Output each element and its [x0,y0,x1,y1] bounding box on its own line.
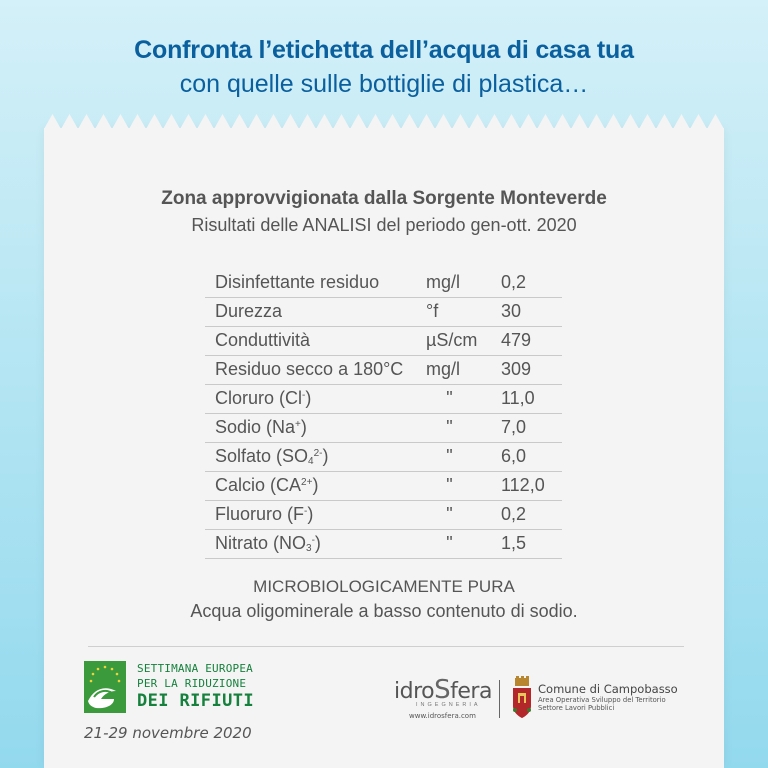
param-name: Disinfettante residuo [205,268,420,297]
param-name: Residuo secco a 180°C [205,355,420,384]
analysis-table [205,268,562,559]
table-row [205,384,562,413]
param-unit-ditto: " [420,471,497,500]
param-value: 112,0 [497,471,562,500]
comune-name: Comune di Campobasso [538,682,678,696]
comune-area: Area Operativa Sviluppo del Territorio [538,696,666,704]
param-value: 1,5 [497,529,562,558]
idrosfera-tagline: INGEGNERIA [416,702,481,708]
headline [0,34,768,100]
param-unit: mg/l [420,268,497,297]
comune-text [538,683,678,712]
param-name: Cloruro (Cl-) [205,384,420,413]
table-row [205,471,562,500]
param-name: Sodio (Na+) [205,413,420,442]
mineral-note: Acqua oligominerale a basso contenuto di sodio. [190,601,578,621]
analysis-card [44,128,724,768]
param-unit: mg/l [420,355,497,384]
param-name: Conduttività [205,326,420,355]
headline-line-1: Confronta l’etichetta dell’acqua di casa tua [134,36,634,64]
param-value: 309 [497,355,562,384]
param-unit: µS/cm [420,326,497,355]
param-name: Calcio $(CA^{2+})$ [205,471,420,500]
table-row [205,500,562,529]
param-value: 7,0 [497,413,562,442]
param-value: 6,0 [497,442,562,471]
param-unit-ditto: " [420,384,497,413]
event-dates: 21-29 novembre 2020 [84,724,252,742]
coat-of-arms-icon [511,676,533,720]
comune-sector: Settore Lavori Pubblici [538,704,615,712]
param-name: Solfato $(SO_4^{2-})$ [205,442,420,471]
param-unit-ditto: " [420,529,497,558]
param-unit-ditto: " [420,413,497,442]
table-row [205,529,562,558]
param-value: 479 [497,326,562,355]
idrosfera-url: www.idrosfera.com [409,712,476,720]
table-row [205,413,562,442]
headline-line-2: con quelle sulle bottiglie di plastica… [179,70,589,98]
param-unit: °f [420,297,497,326]
table-row [205,297,562,326]
zone-subtitle: Risultati delle ANALISI del periodo gen-ott. 2020 [191,215,577,235]
zone-title: Zona approvvigionata dalla Sorgente Monteverde [161,188,607,209]
zigzag-edge [44,114,724,129]
table-row [205,326,562,355]
idrosfera-logo [394,675,492,720]
param-value: 0,2 [497,500,562,529]
serr-line-1: SETTIMANA EUROPEA [137,662,253,675]
footer-divider [88,646,684,647]
param-value: 30 [497,297,562,326]
param-unit-ditto: " [420,500,497,529]
serr-line-2: PER LA RIDUZIONE [137,677,247,690]
serr-title [137,661,254,711]
param-name: Durezza [205,297,420,326]
table-row [205,355,562,384]
logo-separator [499,680,500,718]
table-row [205,268,562,297]
param-value: 11,0 [497,384,562,413]
microbiology-note: MICROBIOLOGICAMENTE PURA [253,577,515,596]
serr-logo-icon [84,661,126,713]
param-name: Nitrato $(NO_3^-)$ [205,529,420,558]
param-value: 0,2 [497,268,562,297]
table-row [205,442,562,471]
param-unit-ditto: " [420,442,497,471]
param-name: Fluoruro (F-) [205,500,420,529]
idrosfera-name: idroSfera [394,675,492,705]
serr-line-3: DEI RIFIUTI [137,691,254,711]
